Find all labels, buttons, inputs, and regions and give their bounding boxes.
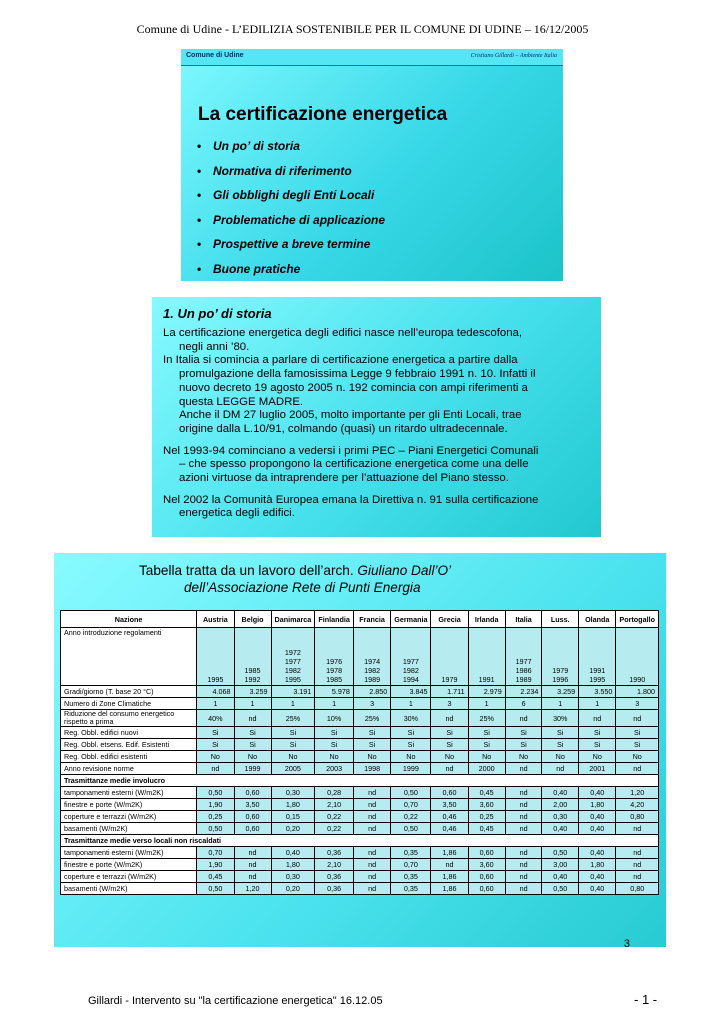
table-row [61, 739, 659, 751]
row-label: Gradi/giorno (T. base 20 °C) [61, 686, 197, 698]
table-cell: 0,35 [391, 847, 431, 859]
table-cell: 1,90 [197, 859, 234, 871]
table-cell: 1,80 [579, 799, 616, 811]
table-cell: 0,70 [391, 859, 431, 871]
agenda-list [197, 139, 385, 287]
agenda-item: • Normativa di riferimento [197, 163, 352, 178]
table-cell: nd [234, 871, 271, 883]
table-cell: nd [234, 859, 271, 871]
table-cell: 0,60 [234, 787, 271, 799]
row-label: basamenti (W/m2K) [61, 823, 197, 835]
table-cell: 0,70 [197, 847, 234, 859]
footer-page-number: - 1 - [634, 992, 658, 1007]
table-cell: 0,60 [234, 823, 271, 835]
table-cell: No [271, 751, 315, 763]
table-header-row [61, 611, 659, 628]
slide-page-number: 3 [623, 938, 630, 950]
column-header: Irlanda [468, 611, 505, 628]
table-cell: 3,60 [468, 859, 505, 871]
row-label: finestre e porte (W/m2K) [61, 859, 197, 871]
table-cell: 0,28 [315, 787, 354, 799]
table-cell: 0,25 [197, 811, 234, 823]
table-cell: 2.979 [468, 686, 505, 698]
table-cell: Si [271, 739, 315, 751]
table-cell: No [431, 751, 468, 763]
table-cell: 0,45 [468, 823, 505, 835]
table-cell: 1 [271, 698, 315, 710]
table-cell: 0,35 [391, 871, 431, 883]
table-cell: 25% [468, 710, 505, 727]
table-cell: 0,25 [468, 811, 505, 823]
table-cell: nd [505, 763, 542, 775]
column-header: Belgio [234, 611, 271, 628]
table-cell: 3.259 [542, 686, 579, 698]
table-cell: 1,80 [271, 859, 315, 871]
table-cell: 0,22 [315, 823, 354, 835]
agenda-item: • Buone pratiche [197, 261, 301, 276]
table-cell: 3.845 [391, 686, 431, 698]
slide-history [152, 297, 601, 537]
table-cell: No [315, 751, 354, 763]
table-cell: 3 [431, 698, 468, 710]
row-label: Reg. Obbl. edifici esistenti [61, 751, 197, 763]
table-section-row [61, 775, 659, 787]
table-cell: 0,40 [579, 787, 616, 799]
table-cell: nd [431, 710, 468, 727]
table-cell: 1999 [234, 763, 271, 775]
document-header: Comune di Udine - L’EDILIZIA SOSTENIBILE PER IL COMUNE DI UDINE – 16/12/2005 [136, 22, 589, 36]
table-row [61, 823, 659, 835]
table-cell: 1 [234, 698, 271, 710]
table-cell: nd [505, 799, 542, 811]
table-cell: 0,22 [391, 811, 431, 823]
table-cell: 0,50 [391, 823, 431, 835]
table-cell: No [579, 751, 616, 763]
table-cell: 0,45 [468, 787, 505, 799]
table-section-row [61, 835, 659, 847]
table-cell: nd [353, 787, 390, 799]
table-cell: nd [579, 710, 616, 727]
column-header: Francia [353, 611, 390, 628]
table-cell: 0,50 [197, 823, 234, 835]
agenda-item: • Un po’ di storia [197, 139, 300, 153]
table-cell: Si [616, 727, 659, 739]
table-cell: 1998 [353, 763, 390, 775]
row-label: Anno introduzione regolamenti [61, 628, 197, 686]
slide-title: La certificazione energetica [198, 104, 448, 125]
paragraph: In Italia si comincia a parlare di certificazione energetica a partire dalla promulgazione della famosissima Legge 9 febbraio 1991 n. 10. Infatti il nuovo decreto 19 agosto 2005 n. 192 comincia con ampi riferimenti a questa LEGGE MADRE. Anche il DM 27 luglio 2005, molto importante per gli Enti Locali, trae origine dalla L.10/91, colmando (quasi) un ritardo ultradecennale. [163, 354, 536, 435]
table-cell: 40% [197, 710, 234, 727]
bullet-icon: • [197, 261, 202, 276]
table-cell: 1977 1982 1994 [391, 628, 431, 686]
table-cell: 2005 [271, 763, 315, 775]
table-row [61, 628, 659, 686]
bullet-icon: • [197, 163, 202, 178]
row-label: Reg. Obbl. edifici nuovi [61, 727, 197, 739]
section-label: Trasmittanze medie verso locali non riscaldati [61, 835, 659, 847]
table-cell: 3 [616, 698, 659, 710]
table-cell: Si [315, 727, 354, 739]
table-cell: nd [505, 847, 542, 859]
table-cell: 0,60 [234, 811, 271, 823]
table-cell: 1,20 [234, 883, 271, 895]
table-cell: 4.068 [197, 686, 234, 698]
table-cell: Si [579, 739, 616, 751]
table-cell: nd [616, 871, 659, 883]
table-cell: 0,22 [315, 811, 354, 823]
table-cell: 1979 [431, 628, 468, 686]
table-cell: 1,80 [579, 859, 616, 871]
column-header: Danimarca [271, 611, 315, 628]
table-cell: No [505, 751, 542, 763]
table-cell: No [468, 751, 505, 763]
paragraph: Nel 2002 la Comunità Europea emana la Direttiva n. 91 sulla certificazione energetica degli edifici. [163, 493, 539, 520]
table-cell: 3,00 [542, 859, 579, 871]
row-label: Anno revisione norme [61, 763, 197, 775]
table-row [61, 727, 659, 739]
table-cell: 0,20 [271, 823, 315, 835]
table-cell: 2000 [468, 763, 505, 775]
table-cell: 1,20 [616, 787, 659, 799]
table-cell: 1991 [468, 628, 505, 686]
table-cell: 6 [505, 698, 542, 710]
table-cell: Si [391, 727, 431, 739]
column-header: Austria [197, 611, 234, 628]
table-cell: nd [353, 883, 390, 895]
agenda-item: • Problematiche di applicazione [197, 212, 386, 227]
table-cell: 10% [315, 710, 354, 727]
table-cell: nd [505, 859, 542, 871]
row-label: Reg. Obbl. etsens. Edif. Esistenti [61, 739, 197, 751]
row-label: coperture e terrazzi (W/m2K) [61, 811, 197, 823]
table-row [61, 751, 659, 763]
table-cell: 1 [197, 698, 234, 710]
footer-title: Gillardi - Intervento su "la certificazione energetica" 16.12.05 [88, 995, 383, 1007]
row-label: basamenti (W/m2K) [61, 883, 197, 895]
table-cell: 1.711 [431, 686, 468, 698]
table-cell: 0,46 [431, 811, 468, 823]
table-cell: nd [616, 710, 659, 727]
table-cell: 0,40 [542, 787, 579, 799]
table-cell: 0,40 [579, 883, 616, 895]
table-cell: 0,50 [542, 847, 579, 859]
table-cell: Si [542, 739, 579, 751]
comparison-table [60, 610, 659, 895]
table-cell: 0,40 [579, 811, 616, 823]
slide-comparison-table [54, 553, 666, 950]
paragraph: La certificazione energetica degli edifici nasce nell’europa tedescofona, negli anni ’80. [163, 327, 523, 353]
table-row [61, 859, 659, 871]
author-label: Cristiano Gillardi – Ambiente Italia [470, 53, 557, 59]
table-cell: 1990 [616, 628, 659, 686]
table-cell: Si [391, 739, 431, 751]
table-cell: 1974 1982 1989 [353, 628, 390, 686]
table-cell: 3,50 [234, 799, 271, 811]
table-cell: Si [271, 727, 315, 739]
table-cell: 1,90 [197, 799, 234, 811]
bullet-icon: • [197, 139, 202, 153]
table-cell: 0,40 [579, 871, 616, 883]
table-cell: 1991 1995 [579, 628, 616, 686]
table-cell: nd [431, 859, 468, 871]
table-cell: 0,35 [391, 883, 431, 895]
table-cell: nd [353, 871, 390, 883]
table-cell: 25% [271, 710, 315, 727]
table-cell: nd [505, 787, 542, 799]
table-cell: 1 [391, 698, 431, 710]
table-cell: 1 [315, 698, 354, 710]
table-cell: 2,00 [542, 799, 579, 811]
table-cell: 1972 1977 1982 1995 [271, 628, 315, 686]
section-label: Trasmittanze medie involucro [61, 775, 659, 787]
table-cell: 1 [542, 698, 579, 710]
table-cell: 0,50 [197, 883, 234, 895]
table-cell: Si [468, 727, 505, 739]
table-cell: 1976 1978 1985 [315, 628, 354, 686]
table-cell: 1.800 [616, 686, 659, 698]
column-header: Nazione [61, 611, 197, 628]
table-cell: 5.978 [315, 686, 354, 698]
table-cell: No [542, 751, 579, 763]
table-cell: nd [505, 871, 542, 883]
table-cell: 0,30 [271, 787, 315, 799]
table-row [61, 698, 659, 710]
table-cell: 2001 [579, 763, 616, 775]
table-cell: nd [353, 799, 390, 811]
column-header: Germania [391, 611, 431, 628]
table-cell: Si [505, 739, 542, 751]
table-cell: 3,60 [468, 799, 505, 811]
bullet-icon: • [197, 212, 202, 227]
table-cell: No [391, 751, 431, 763]
row-label: finestre e porte (W/m2K) [61, 799, 197, 811]
table-cell: 30% [542, 710, 579, 727]
table-cell: 0,36 [315, 847, 354, 859]
table-row [61, 787, 659, 799]
table-row [61, 847, 659, 859]
table-cell: Si [431, 739, 468, 751]
table-cell: Si [234, 727, 271, 739]
table-cell: 3.191 [271, 686, 315, 698]
table-cell: 2,10 [315, 859, 354, 871]
table-cell: nd [234, 710, 271, 727]
slide-title: Tabella tratta da un lavoro dell’arch. Giuliano Dall’O’ dell’Associazione Rete di Punti Energia [139, 563, 452, 595]
table-cell: 2003 [315, 763, 354, 775]
table-cell: 0,60 [468, 871, 505, 883]
table-cell: 2.234 [505, 686, 542, 698]
column-header: Italia [505, 611, 542, 628]
table-cell: 0,60 [431, 787, 468, 799]
table-cell: Si [542, 727, 579, 739]
table-cell: 0,80 [616, 883, 659, 895]
table-cell: 1999 [391, 763, 431, 775]
column-header: Finlandia [315, 611, 354, 628]
table-cell: nd [431, 763, 468, 775]
table-cell: 1,86 [431, 847, 468, 859]
table-cell: Si [353, 727, 390, 739]
table-cell: 30% [391, 710, 431, 727]
table-row [61, 811, 659, 823]
agenda-item: • Prospettive a breve termine [197, 237, 371, 252]
table-cell: 3.259 [234, 686, 271, 698]
row-label: tamponamenti esterni (W/m2K) [61, 847, 197, 859]
table-cell: nd [197, 763, 234, 775]
row-label: Numero di Zone Climatiche [61, 698, 197, 710]
row-label: tamponamenti esterni (W/m2K) [61, 787, 197, 799]
table-cell: Si [431, 727, 468, 739]
table-cell: Si [616, 739, 659, 751]
table-cell: 3.550 [579, 686, 616, 698]
table-cell: 1,86 [431, 883, 468, 895]
organization-label: Comune di Udine [186, 52, 244, 59]
table-cell: 0,50 [391, 787, 431, 799]
table-cell: 4,20 [616, 799, 659, 811]
table-cell: nd [505, 823, 542, 835]
table-row [61, 710, 659, 727]
column-header: Portogallo [616, 611, 659, 628]
table-row [61, 799, 659, 811]
row-label: Riduzione del consumo energetico rispetto a prima [61, 710, 197, 727]
table-cell: No [234, 751, 271, 763]
table-cell: Si [197, 739, 234, 751]
table-cell: Si [353, 739, 390, 751]
table-cell: 1,86 [431, 871, 468, 883]
table-row [61, 883, 659, 895]
table-cell: nd [353, 823, 390, 835]
table-cell: 25% [353, 710, 390, 727]
column-header: Luss. [542, 611, 579, 628]
table-cell: 0,30 [271, 871, 315, 883]
table-cell: 1995 [197, 628, 234, 686]
table-cell: 1977 1986 1989 [505, 628, 542, 686]
table-cell: 1985 1992 [234, 628, 271, 686]
table-cell: 3 [353, 698, 390, 710]
table-cell: 1979 1996 [542, 628, 579, 686]
table-cell: 0,40 [579, 847, 616, 859]
table-cell: No [353, 751, 390, 763]
column-header: Olanda [579, 611, 616, 628]
table-cell: nd [505, 883, 542, 895]
table-cell: 0,45 [197, 871, 234, 883]
bullet-icon: • [197, 237, 202, 252]
table-cell: nd [616, 763, 659, 775]
table-cell: 0,40 [579, 823, 616, 835]
table-cell: 0,40 [271, 847, 315, 859]
column-header: Grecia [431, 611, 468, 628]
table-cell: 1,80 [271, 799, 315, 811]
table-cell: 0,80 [616, 811, 659, 823]
agenda-item: • Gli obblighi degli Enti Locali [197, 188, 375, 203]
table-cell: 1 [579, 698, 616, 710]
row-label: coperture e terrazzi (W/m2K) [61, 871, 197, 883]
table-row [61, 871, 659, 883]
table-cell: Si [468, 739, 505, 751]
table-cell: 0,50 [197, 787, 234, 799]
table-row [61, 763, 659, 775]
table-cell: No [616, 751, 659, 763]
table-cell: Si [234, 739, 271, 751]
table-cell: nd [616, 823, 659, 835]
table-cell: 0,40 [542, 823, 579, 835]
table-cell: 0,15 [271, 811, 315, 823]
table-cell: 2,10 [315, 799, 354, 811]
table-cell: Si [197, 727, 234, 739]
table-cell: nd [353, 859, 390, 871]
table-cell: nd [353, 811, 390, 823]
slide-header-bar [181, 49, 563, 66]
paragraph: Nel 1993-94 cominciano a vedersi i primi PEC – Piani Energetici Comunali – che spesso propongono la certificazione energetica come una delle azioni virtuose da intraprendere per l’attuazione del Piano stesso. [163, 444, 539, 485]
table-cell: 0,40 [542, 871, 579, 883]
table-cell: 0,36 [315, 883, 354, 895]
table-cell: nd [353, 847, 390, 859]
table-cell: nd [234, 847, 271, 859]
table-cell: 1 [468, 698, 505, 710]
slide-title-overview [181, 49, 563, 281]
slide-title: 1. Un po’ di storia [163, 306, 272, 321]
table-cell: 0,46 [431, 823, 468, 835]
table-cell: 0,60 [468, 847, 505, 859]
table-cell: Si [315, 739, 354, 751]
table-cell: nd [542, 763, 579, 775]
table-cell: 0,70 [391, 799, 431, 811]
table-cell: 0,30 [542, 811, 579, 823]
table-cell: nd [505, 710, 542, 727]
table-cell: 0,60 [468, 883, 505, 895]
table-cell: 0,20 [271, 883, 315, 895]
table-cell: 0,50 [542, 883, 579, 895]
table-cell: 2.850 [353, 686, 390, 698]
table-cell: nd [505, 811, 542, 823]
table-cell: No [197, 751, 234, 763]
table-row [61, 686, 659, 698]
table-cell: nd [616, 847, 659, 859]
table-cell: nd [616, 859, 659, 871]
slide-body [163, 327, 593, 521]
bullet-icon: • [197, 188, 202, 203]
table-cell: 3,50 [431, 799, 468, 811]
table-cell: Si [505, 727, 542, 739]
table-cell: Si [579, 727, 616, 739]
table-cell: 0,36 [315, 871, 354, 883]
